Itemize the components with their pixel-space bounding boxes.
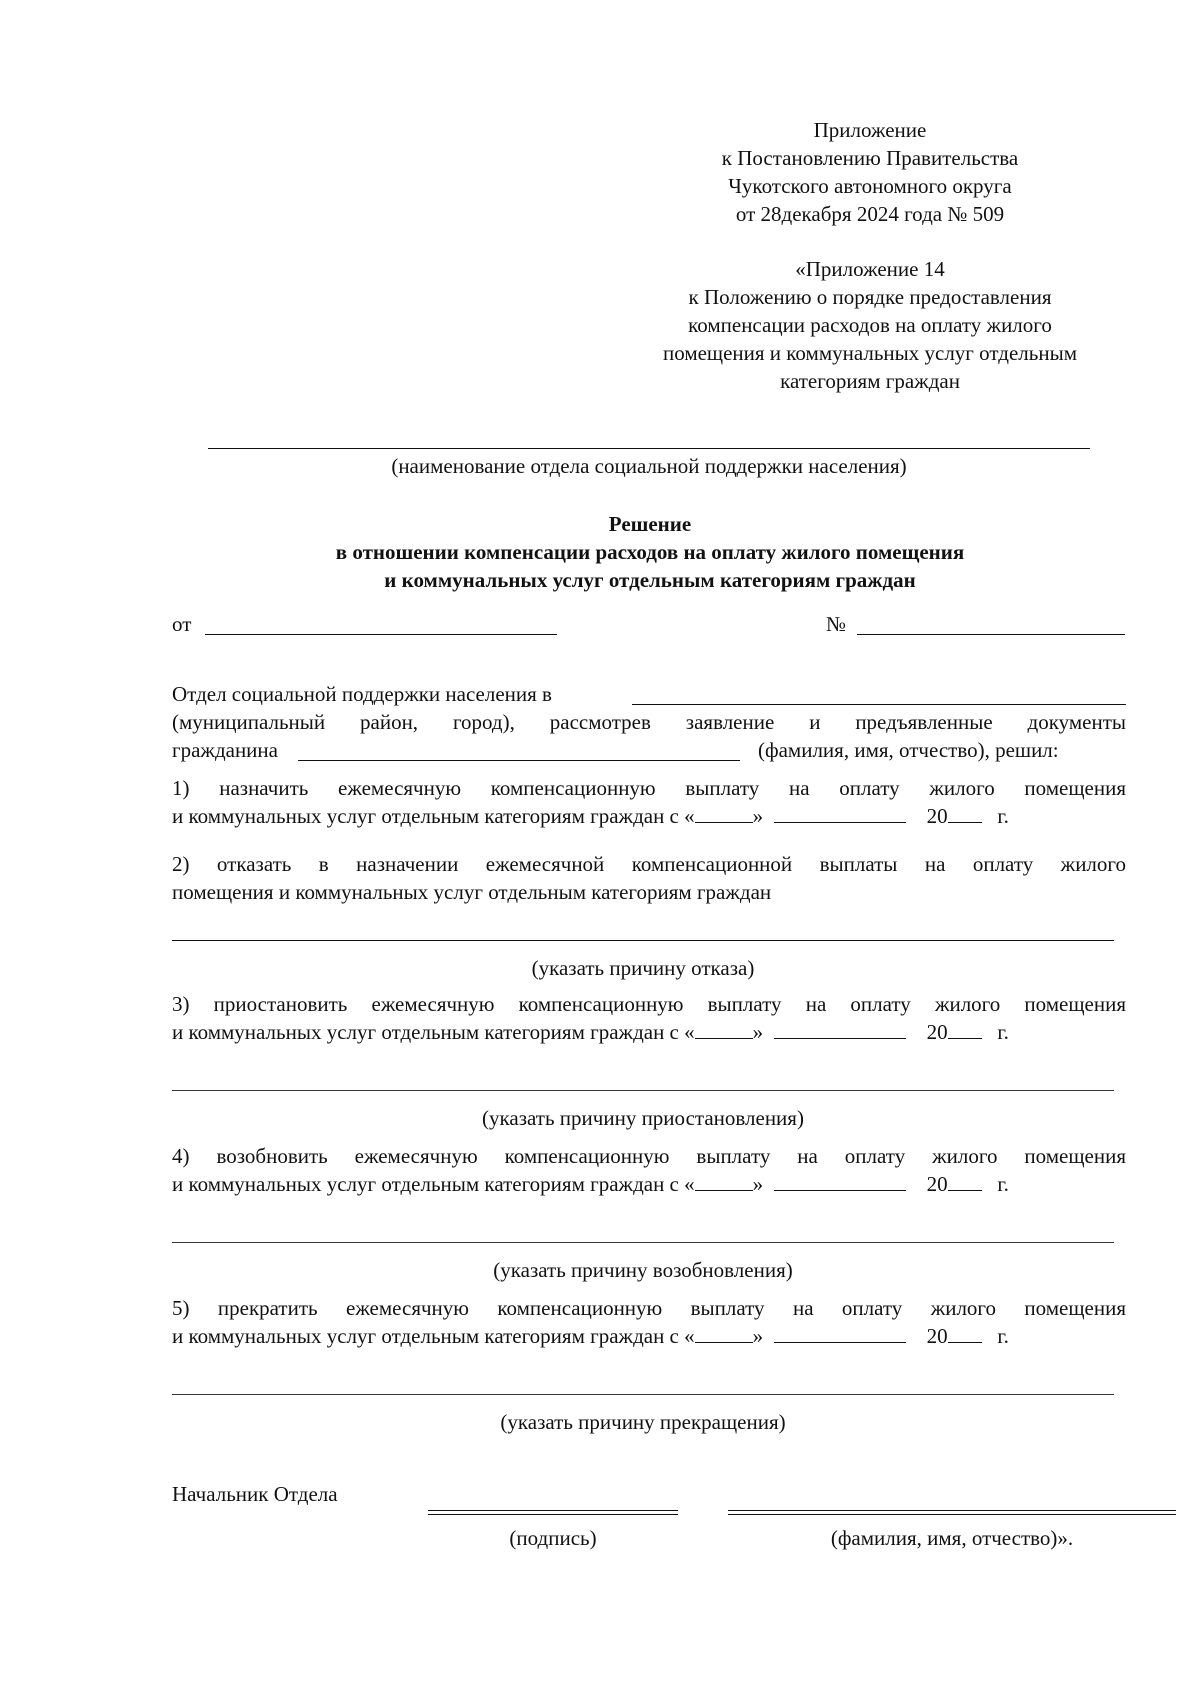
item-5-year-suffix: г. [997,1324,1009,1348]
item-4-month-field[interactable] [774,1170,906,1191]
item-5-quote-close: » [752,1324,764,1348]
signature-field-line[interactable] [428,1510,678,1515]
item-1-year-field[interactable] [948,802,982,823]
item-3-year-field[interactable] [948,1018,982,1039]
number-field-line[interactable] [857,634,1125,635]
item-3-year-suffix: г. [997,1020,1009,1044]
refusal-reason-line[interactable] [172,940,1114,941]
item-3-quote-close: » [752,1020,764,1044]
item-2-line-1: 2) отказать в назначении ежемесячной компенсационной выплаты на оплату жилого [172,852,1126,876]
item-1-quote-close: » [752,804,764,828]
item-5-day-field[interactable] [695,1322,753,1343]
intro-line-1: Отдел социальной поддержки населения в [172,682,552,706]
item-4-date-prefix: и коммунальных услуг отдельным категориям граждан с « [172,1172,695,1196]
item-3-line-1: 3) приостановить ежемесячную компенсационную выплату на оплату жилого помещения [172,992,1126,1016]
item-2-caption: (указать причину отказа) [531,956,755,980]
item-1-year-prefix: 20 [926,804,948,828]
item-1-line-1: 1) назначить ежемесячную компенсационную выплату на оплату жилого помещения [172,776,1126,800]
item-3-date-prefix: и коммунальных услуг отдельным категориям граждан с « [172,1020,695,1044]
item-5-year-field[interactable] [948,1322,982,1343]
item-4-year-suffix: г. [997,1172,1009,1196]
date-field-line[interactable] [205,634,557,635]
appendix14-line-3: компенсации расходов на оплату жилого [688,313,1052,337]
item-1-day-field[interactable] [695,802,753,823]
item-4-line-1: 4) возобновить ежемесячную компенсационную выплату на оплату жилого помещения [172,1144,1126,1168]
item-3-caption: (указать причину приостановления) [482,1106,804,1130]
item-1-year-suffix: г. [997,804,1009,828]
appendix14-line-1: «Приложение 14 [795,257,945,281]
item-4-day-field[interactable] [695,1170,753,1191]
dept-name-line [208,448,1090,449]
number-label: № [826,612,847,636]
item-3-day-field[interactable] [695,1018,753,1039]
item-1-date-prefix: и коммунальных услуг отдельным категориям граждан с « [172,804,695,828]
termination-reason-line[interactable] [172,1394,1114,1395]
appendix-header [660,116,1080,228]
item-5-caption: (указать причину прекращения) [500,1410,786,1434]
item-4-caption: (указать причину возобновления) [493,1258,793,1282]
appendix14-line-2: к Положению о порядке предоставления [688,285,1052,309]
appendix-line-3: Чукотского автономного округа [728,174,1012,198]
signature-caption: (подпись) [509,1526,597,1550]
item-3-date-line [172,1018,1009,1046]
citizen-name-field-line[interactable] [298,760,740,761]
item-3-year-prefix: 20 [926,1020,948,1044]
title-line-2: в отношении компенсации расходов на оплату жилого помещения [335,540,965,564]
resumption-reason-line[interactable] [172,1242,1114,1243]
intro-line-2: (муниципальный район, город), рассмотрев заявление и предъявленные документы [172,710,1126,734]
appendix14-line-4: помещения и коммунальных услуг отдельным [662,341,1077,365]
intro-line-3b: (фамилия, имя, отчество), решил: [758,738,1059,762]
appendix-line-2: к Постановлению Правительства [721,146,1019,170]
intro-line-3a: гражданина [172,738,278,762]
title-line-1: Решение [608,512,692,536]
decision-title [150,510,1150,594]
suspension-reason-line[interactable] [172,1090,1114,1091]
item-1-date-line [172,802,1009,830]
appendix-line-1: Приложение [813,118,927,142]
item-5-date-line [172,1322,1009,1350]
item-5-month-field[interactable] [774,1322,906,1343]
item-5-year-prefix: 20 [926,1324,948,1348]
head-name-field-line[interactable] [728,1510,1176,1515]
appendix-line-4: от 28декабря 2024 года № 509 [735,202,1005,226]
municipality-field-line[interactable] [632,704,1126,705]
item-3-month-field[interactable] [774,1018,906,1039]
title-line-3: и коммунальных услуг отдельным категориям граждан [384,568,916,592]
date-label: от [172,612,192,636]
dept-caption: (наименование отдела социальной поддержки населения) [391,454,907,478]
item-1-month-field[interactable] [774,802,906,823]
head-name-caption: (фамилия, имя, отчество)». [830,1526,1074,1550]
item-5-date-prefix: и коммунальных услуг отдельным категориям граждан с « [172,1324,695,1348]
item-2-line-2: помещения и коммунальных услуг отдельным категориям граждан [172,880,772,904]
head-label: Начальник Отдела [172,1482,338,1506]
item-4-year-prefix: 20 [926,1172,948,1196]
item-4-date-line [172,1170,1009,1198]
item-4-year-field[interactable] [948,1170,982,1191]
appendix14-header [620,255,1120,395]
item-4-quote-close: » [752,1172,764,1196]
appendix14-line-5: категориям граждан [780,369,960,393]
item-5-line-1: 5) прекратить ежемесячную компенсационную выплату на оплату жилого помещения [172,1296,1126,1320]
